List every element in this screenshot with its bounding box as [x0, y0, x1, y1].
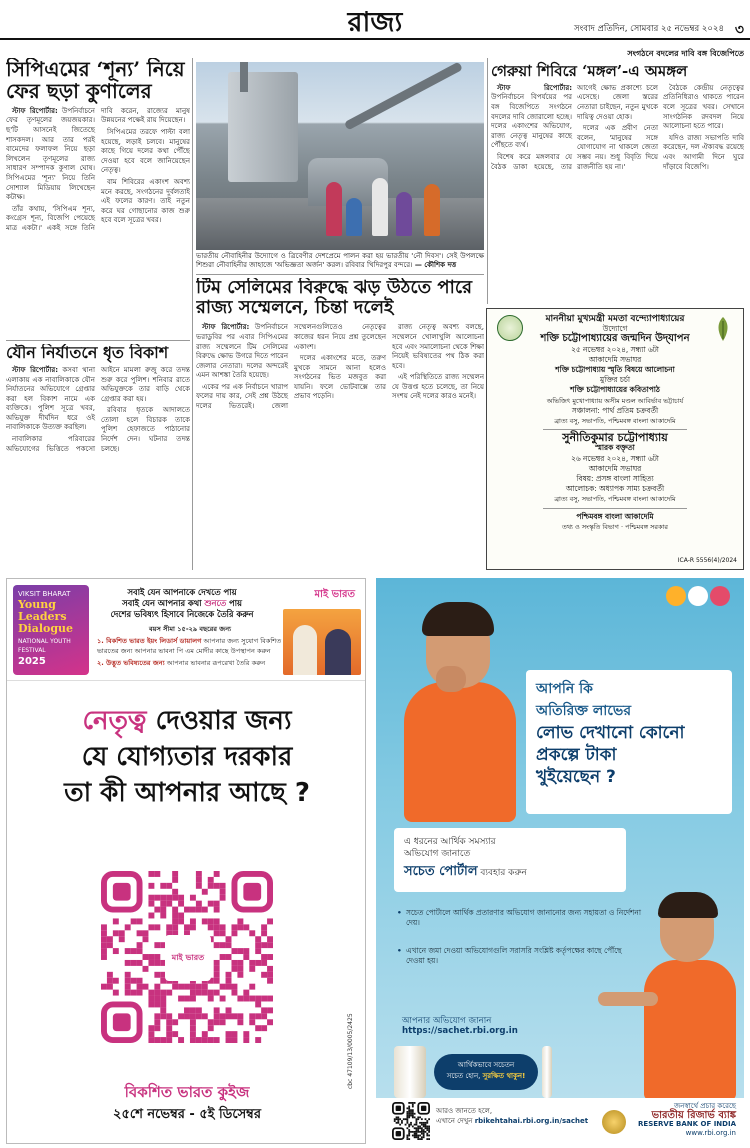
dateline: স্টাফ রিপোর্টার: [202, 323, 250, 332]
ylb-badge [13, 585, 89, 675]
ad-line-text: সবাই যেন আপনার কথা [122, 598, 205, 608]
event2-date: ২৬ নভেম্বর ২০২৪, সন্ধ্যা ৬টা [571, 453, 659, 463]
ad-point-1 [97, 637, 283, 646]
academy-logo-icon [711, 315, 735, 343]
story-cpm-zero [6, 58, 190, 334]
ad-line [97, 598, 267, 609]
photo-credit: — কৌশিক দত্ত [414, 261, 457, 270]
ad-question [17, 703, 357, 811]
quiz-title: বিকশিত ভারত কুইজ [124, 1083, 250, 1101]
ad-point-label: ২. উদ্ভূত ভবিষ্যতের জন্য [97, 659, 165, 667]
portal-name: সচেত পোর্টাল [404, 864, 478, 879]
divider [6, 340, 190, 341]
complain-label: আপনার অভিযোগ জানান [402, 1016, 492, 1026]
paragraph: একের পর এক নির্বাচনে খারাপ ফলের দায় কার, সেই প্রশ্ন উঠছে দলের ভিতরেই। জেলা সম্মেলনগুলিতেও নেতৃত্বের কাজের ধরন নিয়ে প্রশ্ন তুলেছেন একাংশ। [196, 323, 386, 411]
headline-cpm-zero-line2: ফের ছড়া কুণালের [6, 79, 152, 104]
ad-point-text: আপনার জন্য সুযোগ বিকশিত [201, 637, 282, 645]
headline-arrest: যৌন নির্যাতনে ধৃত বিকাশ [6, 344, 169, 362]
event2-speaker: আলোচক: অধ্যাপক সাম্য চক্রবর্তী [565, 484, 665, 494]
ad-line: দেশের ভবিষ্যৎ হিসাবে নিজেকে তৈরি করুন [110, 609, 254, 619]
initiative-line: উদ্যোগে [602, 324, 628, 334]
question-line: প্রকল্পে টাকা [536, 745, 617, 765]
info-line: এ ধরনের আর্থিক সমস্যার [404, 837, 496, 847]
more-text: এখানে দেখুন [436, 1117, 475, 1125]
man-torso [644, 960, 736, 1100]
cm-line: মাননীয়া মুখ্যমন্ত্রী মমতা বন্দ্যোপাধ্যায়ের [545, 314, 685, 324]
ad-question-text: দেওয়ার জন্য [146, 706, 292, 736]
ica-code: ICA-R 5556(4)/2024 [677, 556, 737, 564]
badge-year: 2025 [18, 656, 46, 667]
paragraph: উপনির্বাচনে বিপর্যয়ের পর বঙ্গ বিজেপিতে সংগঠনে বদলের দাবি জোরালো হচ্ছে। দলের একাংশের অভিযোগ, রাজ্য নেতৃত্ব মানুষের কাছে পৌঁছতে ব্যর্থ। [491, 93, 572, 150]
rbi-sponsor-line: জনস্বার্থে প্রচার করেছে [673, 1102, 736, 1110]
divider [543, 508, 687, 509]
campaign-icon [710, 586, 730, 606]
event2-lecture: স্মারক বক্তৃতা [595, 443, 635, 453]
campaign-icons [664, 586, 734, 612]
sachet-info-box [394, 828, 626, 892]
event2-person: সুনীতিকুমার চট্টোপাধ্যায় [562, 431, 668, 445]
age-limit: বয়স সীমা ১৫-২৯ বছরের জন্য [148, 625, 232, 633]
worried-man-illustration [398, 596, 518, 816]
question-line: খুইয়েছেন ? [536, 767, 616, 787]
caption-text: ভারতীয় নৌবাহিনীর উদ্যোগে ও ত্রিবেণীর দেশপ্রেমে পালন করা হয় ভারতীয় 'নৌ দিবস'। সেই উপলক্ষে শিশুরা নৌবাহিনীর জাহাজে 'অভিজ্ঞতা অর্জন' করল। রবিবার খিদিরপুর বন্দরে। [196, 252, 484, 270]
section-title: রাজ্য [347, 7, 403, 38]
headline-team-salim: টিম সেলিমের বিরুদ্ধে ঝড় উঠতে পারে রাজ্য সম্মেলনে, চিন্তা দলেই [196, 278, 473, 319]
event1-organiser: ব্রাত্য বসু, সভাপতি, পশ্চিমবঙ্গ বাংলা আকাদেমি [554, 417, 676, 426]
headline-bjp: গেরুয়া শিবিরে ‘মঙ্গল’-এ অমঙ্গল [491, 62, 688, 80]
question-line: আপনি কি [536, 681, 593, 697]
slogan-text: সচেত হোন, [446, 1072, 481, 1080]
ad-rbi-sachet [376, 578, 744, 1144]
gun-barrel [344, 62, 463, 130]
ad-top-band [7, 579, 366, 681]
govt-seal-icon [497, 315, 523, 341]
person-figure [396, 192, 412, 236]
ad-question-highlight: নেতৃত্ব [82, 706, 147, 736]
ad-line-text: পায় [226, 598, 242, 608]
story-arrest-body [6, 366, 190, 566]
bullet-item: • সচেত পোর্টালে আর্থিক প্রতারণার অভিযোগ জানানোর জন্য সহায়তা ও নির্দেশনা দেয়। [406, 908, 642, 928]
badge-title: Young Leaders Dialogue [18, 598, 74, 635]
person-figure [424, 184, 440, 236]
paragraph: দলের একাংশের মতে, তরুণ মুখকে সামনে আনা হলেও সংগঠনের ভিত মজবুত করা যায়নি। ফলে ভোটবাক্সে তার প্রভাব পড়েনি। [294, 354, 386, 401]
money-roll [542, 1046, 552, 1098]
person-figure [293, 625, 317, 675]
man-hair [422, 602, 494, 636]
photo-caption [196, 252, 484, 271]
man-hair [658, 892, 718, 918]
person-figure [326, 182, 342, 236]
event1-names: অভিজিৎ মুখোপাধ্যায় অসীম মণ্ডল আবির্ভাব ভট্টাচার্য [546, 396, 684, 405]
info-line: অভিযোগ জানাতে [404, 849, 471, 859]
govt-announcement-box [486, 308, 744, 570]
edition-line: সংবাদ প্রতিদিন, সোমবার ২৫ নভেম্বর ২০২৪ [573, 24, 724, 34]
academy-name: পশ্চিমবঙ্গ বাংলা আকাদেমি [576, 511, 654, 521]
masthead [0, 0, 750, 40]
campaign-icon [666, 586, 686, 606]
info-text: ব্যবহার করুন [477, 868, 527, 878]
quiz-dates: ২৫শে নভেম্বর - ৫ই ডিসেম্বর [113, 1107, 261, 1122]
paragraph: উপনির্বাচনে ভরাডুবির পর এবার সিপিএমের রাজ্য সম্মেলনে টিম সেলিমের বিরুদ্ধে ক্ষোভ উগরে দিতে পারেন জেলার নেতারা। দলের অন্দরেই এমন আশঙ্কা তৈরি হয়েছে। [196, 323, 288, 380]
qr-center-logo: মাই ভারত [165, 935, 211, 981]
dateline: স্টাফ রিপোর্টার: [497, 83, 572, 92]
mybharat-logo: মাই ভারত [314, 589, 355, 600]
rbi-emblem-icon [602, 1110, 626, 1134]
rbi-url: www.rbi.org.in [685, 1129, 736, 1137]
event2-venue: আকাদেমি সভাঘর [588, 463, 642, 473]
event1-reading: শক্তি চট্টোপাধ্যায়ের কবিতাপাঠ [570, 385, 660, 395]
story-team-salim-body [196, 323, 484, 569]
ad-point-2 [97, 659, 283, 668]
ad-point-text: আপনার ভাবনার রূপরেখা তৈরি করুন [164, 659, 266, 667]
paragraph: তাঁর কথায়, 'সিপিএম শূন্য, কংগ্রেস শূন্য, বিজেপি পেয়েছে মাত্র একটা।' একই সঙ্গে তিনি দাবি করেন, রাজ্যের মানুষ উন্নয়নের পক্ষেই রায় দিয়েছেন। [6, 106, 190, 232]
ad-question-line: তা কী আপনার আছে ? [64, 778, 310, 808]
paragraph: বিশেষ করে মঙ্গলবার যে বৈঠক ডাকা হয়েছে, তার আগেই ক্ষোভ প্রকাশ্যে চলে এসেছে। জেলা স্তরের নেতারা চাইছেন, নতুন মুখকে দায়িত্ব দেওয়া হোক। [491, 83, 658, 171]
ad-viksit-bharat [6, 578, 366, 1144]
man-hand [436, 666, 466, 692]
slogan-tag [434, 1054, 538, 1090]
ship-antenna [240, 62, 248, 92]
badge-sub: NATIONAL YOUTH FESTIVAL [18, 638, 71, 654]
slogan-line: আর্থিকভাবে সচেতন [457, 1061, 515, 1069]
sachet-link[interactable]: https://sachet.rbi.org.in [402, 1026, 518, 1036]
ad-line: সবাই যেন আপনাকে দেখতে পায় [127, 587, 237, 597]
money-roll [394, 1046, 426, 1098]
rbi-qr-code[interactable] [392, 1102, 430, 1140]
paragraph: বৈঠকে কেন্দ্রীয় নেতৃত্বের প্রতিনিধিরাও থাকতে পারেন বলে সূত্রের খবর। সেখানে সাংগঠনিক রদবদল নিয়ে আলোচনা হতে পারে। [663, 83, 744, 131]
man-arm [598, 992, 658, 1006]
event2-organiser: ব্রাত্য বসু, সভাপতি, পশ্চিমবঙ্গ বাংলা আকাদেমি [554, 495, 676, 504]
event1-subtitle: মুক্তির চর্চা [600, 375, 630, 385]
department-line: তথ্য ও সংস্কৃতি বিভাগ · পশ্চিমবঙ্গ সরকার [561, 522, 669, 531]
question-line: লোভ দেখানো কোনো [536, 723, 685, 743]
paragraph: যদিও রাজ্য সভাপতি দাবি করেছেন, দল ঐক্যবদ্ধ রয়েছে এবং আগামী দিনে ঘুরে দাঁড়াবে বিজেপি। [663, 133, 744, 171]
story-arrest [6, 344, 190, 572]
money-roll-illustration [394, 1046, 550, 1102]
kicker: সংগঠনে বদলের দাবি বঙ্গ বিজেপিতে [627, 49, 744, 58]
paragraph: রাজ্য নেতৃত্ব অবশ্য বলছে, সম্মেলনে খোলাখুলি আলোচনা হবে এবং সমালোচনা থেকে শিক্ষা নিয়েই ভবিষ্যতের পথ ঠিক করা হবে। [392, 323, 484, 370]
story-team-salim [196, 278, 484, 572]
rbi-logo-block [604, 1102, 736, 1138]
bullet-item: • এখানে জমা দেওয়া অভিযোগগুলি সরাসরি সংশ্লিষ্ট কর্তৃপক্ষের কাছে পৌঁছে দেওয়া হয়। [406, 946, 642, 966]
paragraph: সিপিএমের তরফে পাল্টা বলা হয়েছে, লড়াই চলবে। মানুষের কাছে গিয়ে দলের কথা পৌঁছে দেওয়া হবে বলে জানিয়েছেন নেতৃত্ব। [101, 127, 190, 175]
event1-lecture: শক্তি চট্টোপাধ্যায় স্মৃতি বিষয়ে আলোচনা [555, 365, 675, 375]
paragraph: বাম শিবিরের একাংশ অবশ্য মনে করছে, সংগঠনের দুর্বলতাই এই ফলের কারণ। তাই নতুন করে ঘর গোছানোর কাজ শুরু হবে বলে সূত্রের খবর। [101, 177, 190, 225]
event1-venue: আকাদেমি সভাঘর [588, 354, 642, 364]
question-line: অতিরিক্ত লাভের [536, 703, 632, 719]
divider [196, 274, 484, 275]
ad-line-highlight: শুনতে [204, 598, 227, 608]
person-figure [325, 629, 351, 675]
info-line [404, 860, 616, 881]
event1-host: সঞ্চালনা: পার্থ প্রতিম চক্রবর্তী [571, 405, 659, 415]
slogan-line [434, 1071, 538, 1082]
more-line: আরও জানতে হলে, [436, 1107, 493, 1115]
slogan-highlight: সুরক্ষিত থাকুন! [482, 1072, 526, 1080]
story-cpm-zero-body [6, 107, 190, 327]
paragraph: এই পরিস্থিতিতে রাজ্য সম্মেলন যে উত্তপ্ত হতে চলেছে, তা নিয়ে সংশয় নেই দলের কারও মনেই। [392, 373, 484, 401]
divider [487, 58, 488, 304]
campaign-icon [688, 586, 708, 606]
paragraph: রবিবার ধৃতকে আদালতে তোলা হলে বিচারক তাকে পুলিশ হেফাজতে পাঠানোর নির্দেশ দেন। ঘটনার তদন্ত চলছে। [101, 406, 190, 453]
news-photo-navy-ship [196, 62, 484, 250]
ad-question-line [17, 703, 357, 739]
man-torso [404, 682, 516, 822]
more-info [436, 1106, 588, 1126]
paragraph: দলের এক প্রবীণ নেতা বলেন, 'মানুষের সঙ্গে যোগাযোগ না থাকলে জেতা সম্ভব নয়। শুধু বিবৃতি দিয়ে রাজনীতি হয় না।' [577, 124, 658, 171]
more-link[interactable]: rbikehtahai.rbi.org.in/sachet [474, 1117, 589, 1125]
person-figure [346, 198, 362, 236]
rbi-footer [376, 1098, 744, 1144]
dav-code: cbc 47109/13/0005/2425 [347, 1013, 354, 1089]
ship-mast [228, 72, 298, 182]
rbi-name-en: RESERVE BANK OF INDIA [638, 1120, 736, 1128]
ad-question-line: যে যোগ্যতার দরকার [81, 742, 293, 772]
paragraph: নাবালিকার পরিবারের অভিযোগের ভিত্তিতে পকসো আইনে মামলা রুজু করে তদন্ত শুরু করে পুলিশ। শনিবার রাতে অভিযুক্তকে তার বাড়ি থেকে গ্রেপ্তার করা হয়। [6, 365, 190, 453]
headline-cpm-zero-line1: সিপিএমের ‘শূন্য’ নিয়ে [6, 58, 185, 81]
pm-photo [283, 609, 361, 675]
question-box [526, 670, 732, 814]
dateline: স্টাফ রিপোর্টার: [12, 365, 59, 374]
paragraph: কসবা থানা এলাকায় এক নাবালিকাকে যৌন নির্যাতনের অভিযোগে গ্রেপ্তার করা হল বিকাশ নামে এক ব্যক্তিকে। পুলিশ সূত্রে খবর, অভিযুক্ত দীর্ঘদিন ধরে ওই নাবালিকাকে উত্যক্ত করছিল। [6, 365, 95, 432]
page-number: ৩ [734, 22, 744, 38]
ad-message [97, 587, 267, 620]
rbi-name-bn: ভারতীয় রিজার্ভ ব্যাঙ্ক [651, 1110, 736, 1121]
ad-point-label: ১. বিকশিত ভারত ইয়ং লিডার্স ডায়ালগ [97, 637, 202, 645]
person-figure [372, 178, 388, 236]
paragraph: উপনির্বাচনে ফের তৃণমূলের জয়জয়কার। ছ'টি আসনেই জিতেছে শাসকদল। আর তার পরই বামেদের ফলাফল নিয়ে ছড়া লিখলেন তৃণমূলের রাজ্য সাধারণ সম্পাদক কুণাল ঘোষ। সিপিএমের 'শূন্য' নিয়ে তিনি সোশ্যাল মিডিয়ায় লিখেছেন কটাক্ষ। [6, 106, 95, 202]
story-bjp [491, 48, 744, 304]
ad-point-1b: ভারতের জন্য আপনার ভাবনা পি এম মোদীর কাছে উপস্থাপন করুন [97, 647, 271, 655]
event2-topic: বিষয়: প্রসঙ্গ বাংলা সাহিত্য [576, 474, 654, 484]
event1-title: শক্তি চট্টোপাধ্যায়ের জন্মদিন উদ্‌যাপন [540, 333, 690, 345]
more-line [436, 1116, 588, 1126]
event1-date: ২৫ নভেম্বর ২০২৪, সন্ধ্যা ৬টা [571, 344, 659, 354]
divider [192, 58, 193, 570]
story-bjp-body [491, 84, 744, 302]
dateline: স্টাফ রিপোর্টার: [12, 106, 58, 115]
pointing-man-illustration [624, 896, 734, 1096]
badge-top: VIKSIT BHARAT [18, 590, 71, 598]
